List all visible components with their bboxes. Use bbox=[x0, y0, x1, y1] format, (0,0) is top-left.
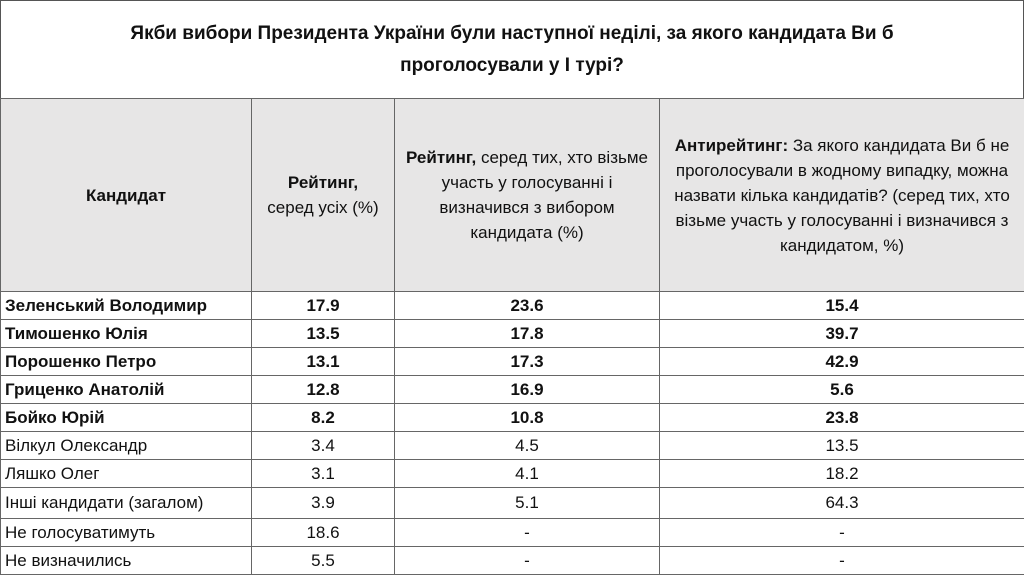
rating-decided-value: 5.1 bbox=[395, 488, 660, 519]
header-candidate bbox=[1, 99, 252, 292]
antirating-value: 23.8 bbox=[660, 404, 1024, 432]
header-rating-all bbox=[252, 99, 395, 292]
table-row bbox=[1, 432, 1024, 460]
antirating-value: - bbox=[660, 547, 1024, 575]
rating-decided-value: - bbox=[395, 519, 660, 547]
candidate-name: Тимошенко Юлія bbox=[1, 320, 252, 348]
antirating-value: - bbox=[660, 519, 1024, 547]
header-antirating-bold: Антирейтинг: bbox=[674, 135, 789, 155]
candidate-name: Не визначились bbox=[1, 547, 252, 575]
rating-decided-value: 16.9 bbox=[395, 376, 660, 404]
poll-table bbox=[0, 98, 1024, 575]
table-row bbox=[1, 320, 1024, 348]
header-candidate-label: Кандидат bbox=[85, 185, 167, 205]
header-row bbox=[1, 99, 1024, 292]
antirating-value: 39.7 bbox=[660, 320, 1024, 348]
candidate-name: Вілкул Олександр bbox=[1, 432, 252, 460]
candidate-name: Зеленський Володимир bbox=[1, 292, 252, 320]
rating-decided-value: 17.3 bbox=[395, 348, 660, 376]
table-row bbox=[1, 519, 1024, 547]
antirating-value: 5.6 bbox=[660, 376, 1024, 404]
antirating-value: 42.9 bbox=[660, 348, 1024, 376]
rating-all-value: 5.5 bbox=[252, 547, 395, 575]
table-row bbox=[1, 488, 1024, 519]
header-rating-all-rest: серед усіх (%) bbox=[267, 198, 379, 217]
title-line-2: проголосували у І турі? bbox=[400, 54, 624, 76]
header-rating-all-bold: Рейтинг, bbox=[287, 173, 359, 192]
rating-all-value: 3.1 bbox=[252, 460, 395, 488]
rating-all-value: 18.6 bbox=[252, 519, 395, 547]
antirating-value: 18.2 bbox=[660, 460, 1024, 488]
header-rating-decided bbox=[395, 99, 660, 292]
table-row bbox=[1, 547, 1024, 575]
candidate-name: Не голосуватимуть bbox=[1, 519, 252, 547]
rating-all-value: 13.1 bbox=[252, 348, 395, 376]
table-row bbox=[1, 404, 1024, 432]
candidate-name: Гриценко Анатолій bbox=[1, 376, 252, 404]
rating-all-value: 12.8 bbox=[252, 376, 395, 404]
rating-all-value: 13.5 bbox=[252, 320, 395, 348]
header-antirating-rest: За якого кандидата Ви б не проголосували в жодному випадку, можна назвати кілька кандидатів? (серед тих, хто візьме участь у голосуванні і визначився з кандидатом, %) bbox=[674, 135, 1010, 255]
rating-decided-value: 17.8 bbox=[395, 320, 660, 348]
rating-decided-value: 4.5 bbox=[395, 432, 660, 460]
rating-all-value: 17.9 bbox=[252, 292, 395, 320]
table-title bbox=[0, 0, 1024, 98]
header-rating-decided-rest: серед тих, хто візьме участь у голосуванні і визначився з вибором кандидата (%) bbox=[439, 148, 648, 242]
table-row bbox=[1, 292, 1024, 320]
candidate-name: Бойко Юрій bbox=[1, 404, 252, 432]
table-row bbox=[1, 460, 1024, 488]
rating-all-value: 3.9 bbox=[252, 488, 395, 519]
antirating-value: 64.3 bbox=[660, 488, 1024, 519]
antirating-value: 13.5 bbox=[660, 432, 1024, 460]
candidate-name: Інші кандидати (загалом) bbox=[1, 488, 252, 519]
antirating-value: 15.4 bbox=[660, 292, 1024, 320]
candidate-name: Порошенко Петро bbox=[1, 348, 252, 376]
rating-decided-value: - bbox=[395, 547, 660, 575]
table-row bbox=[1, 348, 1024, 376]
rating-all-value: 8.2 bbox=[252, 404, 395, 432]
rating-decided-value: 23.6 bbox=[395, 292, 660, 320]
title-line-1: Якби вибори Президента України були наступної неділі, за якого кандидата Ви б bbox=[130, 22, 894, 44]
header-rating-decided-bold: Рейтинг, bbox=[406, 148, 477, 167]
rating-all-value: 3.4 bbox=[252, 432, 395, 460]
candidate-name: Ляшко Олег bbox=[1, 460, 252, 488]
header-antirating bbox=[660, 99, 1024, 292]
rating-decided-value: 4.1 bbox=[395, 460, 660, 488]
rating-decided-value: 10.8 bbox=[395, 404, 660, 432]
table-row bbox=[1, 376, 1024, 404]
